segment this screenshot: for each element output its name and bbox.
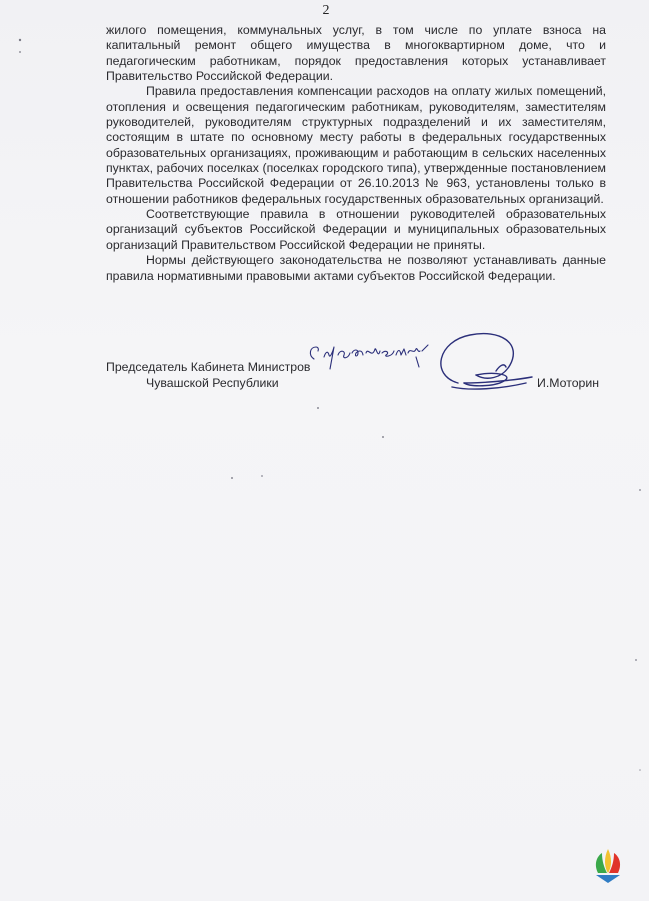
signatory-title-line2: Чувашской Республики [146,376,279,390]
signatory-name: И.Моторин [537,376,600,390]
page-number: 2 [322,3,330,18]
union-logo-icon [590,845,626,885]
paragraph-1: жилого помещения, коммунальных услуг, в том числе по уплате взноса на капитальный ремонт общего имущества в многоквартирном доме, что и педагогическим работникам, порядок предоставления которых устанавливает Правительство Российской Федерации. [106,23,606,84]
paragraph-3: Соответствующие правила в отношении руководителей образовательных организаций субъектов Российской Федерации и муниципальных образовательных организаций Правительством Российской Федерации не приняты. [106,207,606,252]
paragraph-4: Нормы действующего законодательства не позволяют устанавливать данные правила нормативными правовыми актами субъектов Российской Федерации. [106,253,606,283]
letter-body [106,23,606,284]
paragraph-2: Правила предоставления компенсации расходов на оплату жилых помещений, отопления и освещения педагогическим работникам, руководителям, заместителям руководителей, руководителям структурных подразделений и их заместителям, состоящим в штате по основному месту работы в федеральных государственных образовательных организациях, проживающим и работающим в сельских населенных пунктах, рабочих поселках (поселках городского типа), утвержденные постановлением Правительства Российской Федерации от 26.10.2013 № 963, установлены только в отношении работников федеральных государственных образовательных организаций. [106,84,606,206]
handwritten-signature [300,325,540,415]
signatory-title-line1: Председатель Кабинета Министров [106,360,311,374]
